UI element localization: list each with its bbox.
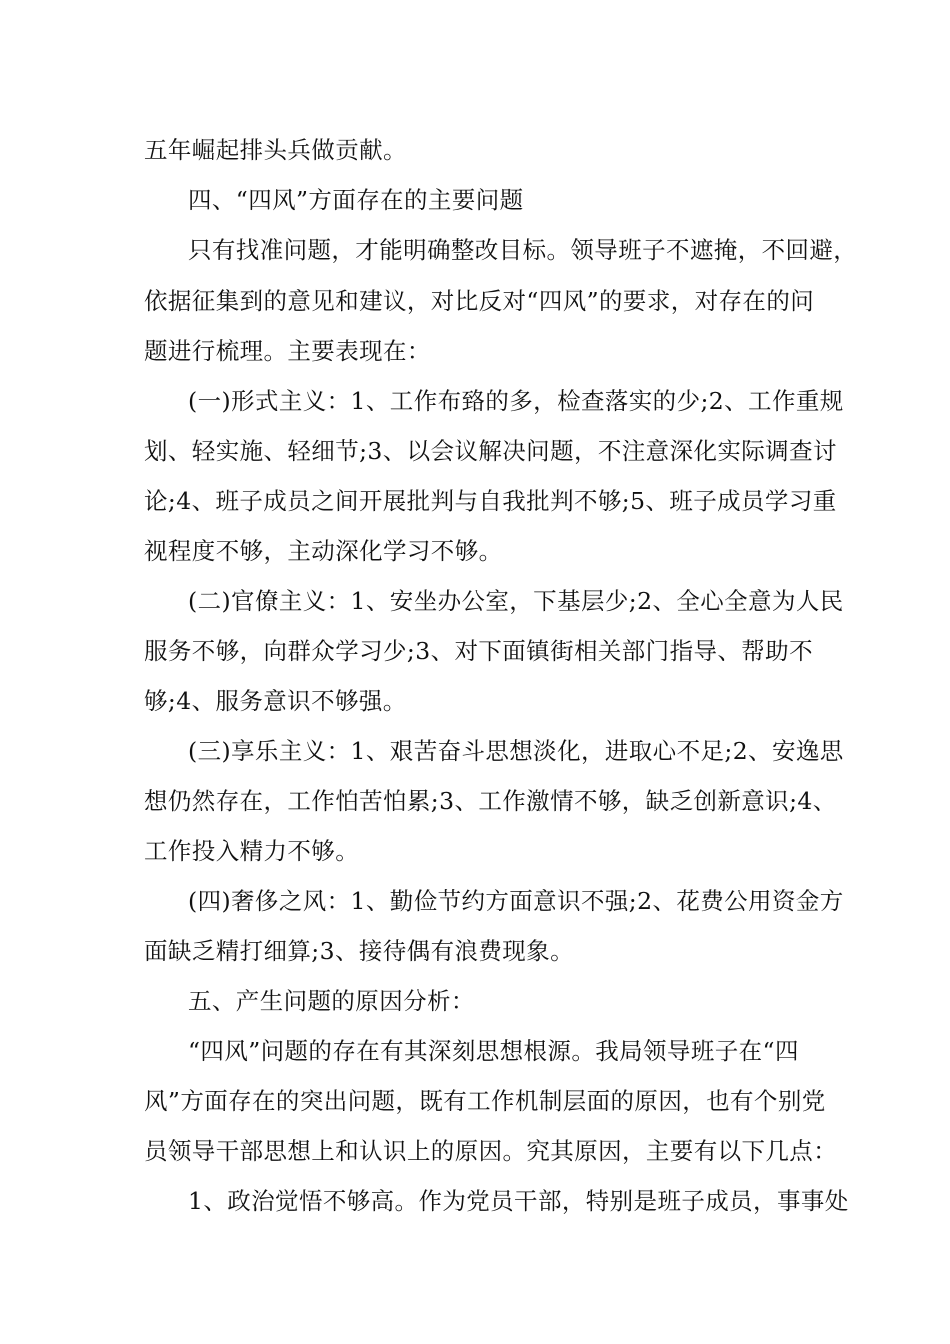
paragraph-line: “四风”问题的存在有其深刻思想根源。我局领导班子在“四 (188, 1037, 799, 1065)
paragraph-line: 员领导干部思想上和认识上的原因。究其原因，主要有以下几点： (144, 1137, 838, 1165)
paragraph-line: 工作投入精力不够。 (144, 837, 360, 865)
paragraph-line: 服务不够，向群众学习少;3、对下面镇街相关部门指导、帮助不 (144, 637, 813, 665)
section-heading: 四、“四风”方面存在的主要问题 (188, 186, 524, 214)
paragraph-line: (三)享乐主义：1、艰苦奋斗思想淡化，进取心不足;2、安逸思 (188, 737, 844, 765)
paragraph-line: 题进行梳理。主要表现在： (144, 337, 431, 365)
paragraph-line: 1、政治觉悟不够高。作为党员干部，特别是班子成员，事事处 (188, 1187, 849, 1215)
paragraph-line: 论;4、班子成员之间开展批判与自我批判不够;5、班子成员学习重 (144, 487, 837, 515)
paragraph-line: 划、轻实施、轻细节;3、以会议解决问题，不注意深化实际调查讨 (144, 437, 837, 465)
paragraph-line: 只有找准问题，才能明确整改目标。领导班子不遮掩，不回避， (188, 236, 858, 264)
paragraph-line: (二)官僚主义：1、安坐办公室，下基层少;2、全心全意为人民 (188, 587, 844, 615)
paragraph-line: 依据征集到的意见和建议，对比反对“四风”的要求，对存在的问 (144, 287, 815, 315)
section-heading: 五、产生问题的原因分析： (188, 987, 475, 1015)
paragraph-line: (四)奢侈之风：1、勤俭节约方面意识不强;2、花费公用资金方 (188, 887, 844, 915)
paragraph-line: 五年崛起排头兵做贡献。 (144, 136, 407, 164)
paragraph-line: (一)形式主义：1、工作布臵的多，检查落实的少;2、工作重规 (188, 387, 844, 415)
paragraph-line: 视程度不够，主动深化学习不够。 (144, 537, 503, 565)
paragraph-line: 风”方面存在的突出问题，既有工作机制层面的原因，也有个别党 (144, 1087, 826, 1115)
paragraph-line: 面缺乏精打细算;3、接待偶有浪费现象。 (144, 937, 574, 965)
paragraph-line: 够;4、服务意识不够强。 (144, 687, 407, 715)
paragraph-line: 想仍然存在，工作怕苦怕累;3、工作激情不够，缺乏创新意识;4、 (144, 787, 837, 815)
